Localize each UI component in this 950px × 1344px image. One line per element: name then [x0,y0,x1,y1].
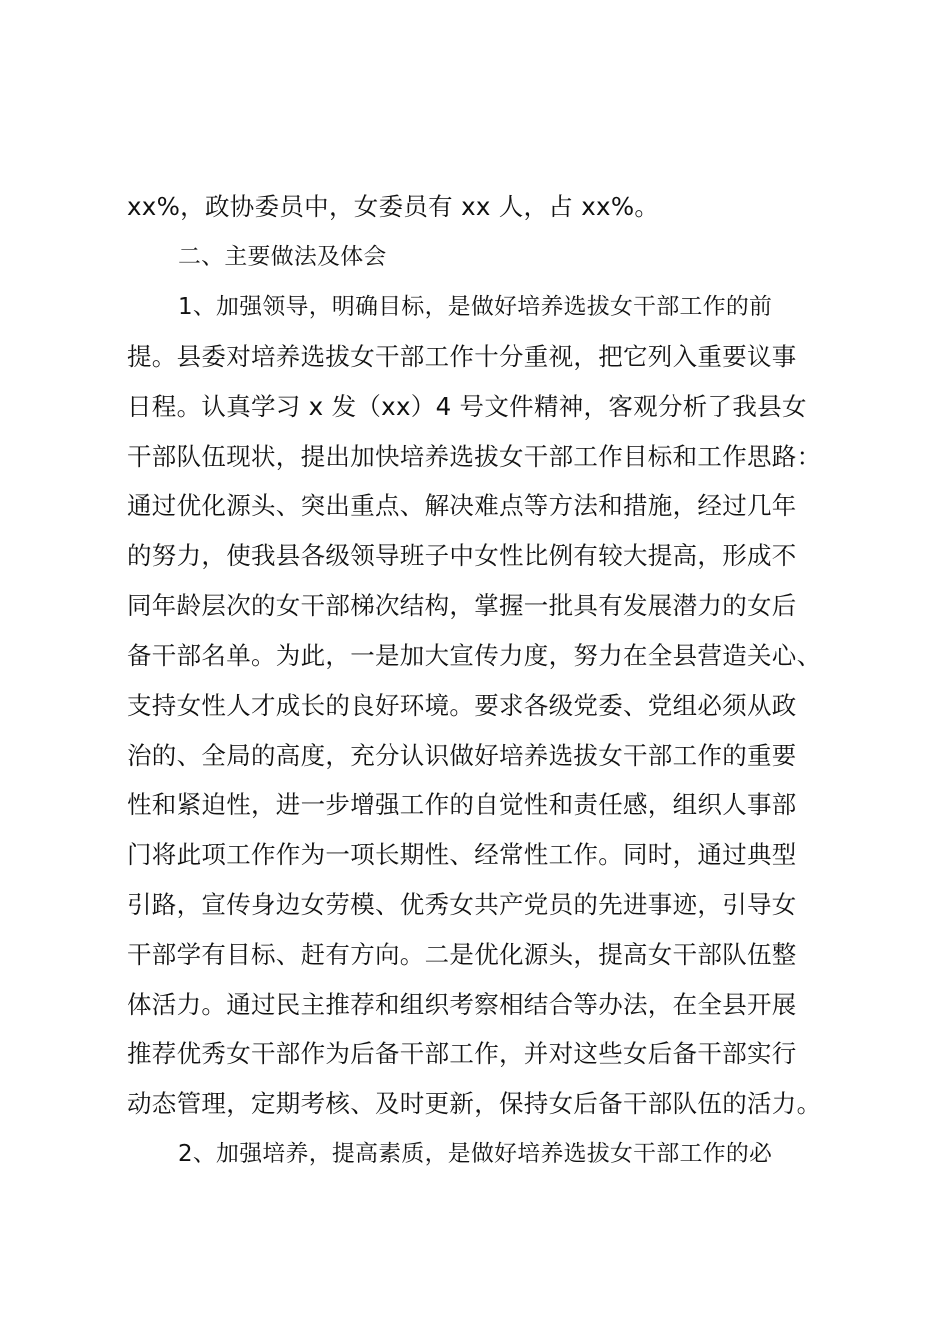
text-line: 日程。认真学习 x 发（xx）4 号文件精神，客观分析了我县女 [127,392,807,421]
text-line: 动态管理，定期考核、及时更新，保持女后备干部队伍的活力。 [127,1089,822,1118]
text-line: 干部学有目标、赶有方向。二是优化源头，提高女干部队伍整 [127,940,797,969]
text-line: 体活力。通过民主推荐和组织考察相结合等办法，在全县开展 [127,990,797,1019]
text-line: xx%，政协委员中，女委员有 xx 人，占 xx%。 [127,192,660,221]
text-line: 的努力，使我县各级领导班子中女性比例有较大提高，形成不 [127,541,797,570]
text-line: 推荐优秀女干部作为后备干部工作，并对这些女后备干部实行 [127,1039,797,1068]
text-line: 同年龄层次的女干部梯次结构，掌握一批具有发展潜力的女后 [127,591,797,620]
text-line: 治的、全局的高度，充分认识做好培养选拔女干部工作的重要 [127,741,797,770]
text-line: 干部队伍现状，提出加快培养选拔女干部工作目标和工作思路： [127,442,822,471]
text-line: 性和紧迫性，进一步增强工作的自觉性和责任感，组织人事部 [127,790,797,819]
section-heading: 二、主要做法及体会 [178,244,387,270]
text-line: 门将此项工作作为一项长期性、经常性工作。同时，通过典型 [127,840,797,869]
paragraph-first-line: 2、加强培养，提高素质，是做好培养选拔女干部工作的必 [178,1141,773,1167]
text-line: 通过优化源头、突出重点、解决难点等方法和措施，经过几年 [127,491,797,520]
text-line: 引路，宣传身边女劳模、优秀女共产党员的先进事迹，引导女 [127,890,797,919]
paragraph-first-line: 1、加强领导，明确目标，是做好培养选拔女干部工作的前 [178,294,773,320]
text-line: 备干部名单。为此，一是加大宣传力度，努力在全县营造关心、 [127,641,822,670]
text-line: 支持女性人才成长的良好环境。要求各级党委、党组必须从政 [127,691,797,720]
text-line: 提。县委对培养选拔女干部工作十分重视，把它列入重要议事 [127,342,797,371]
